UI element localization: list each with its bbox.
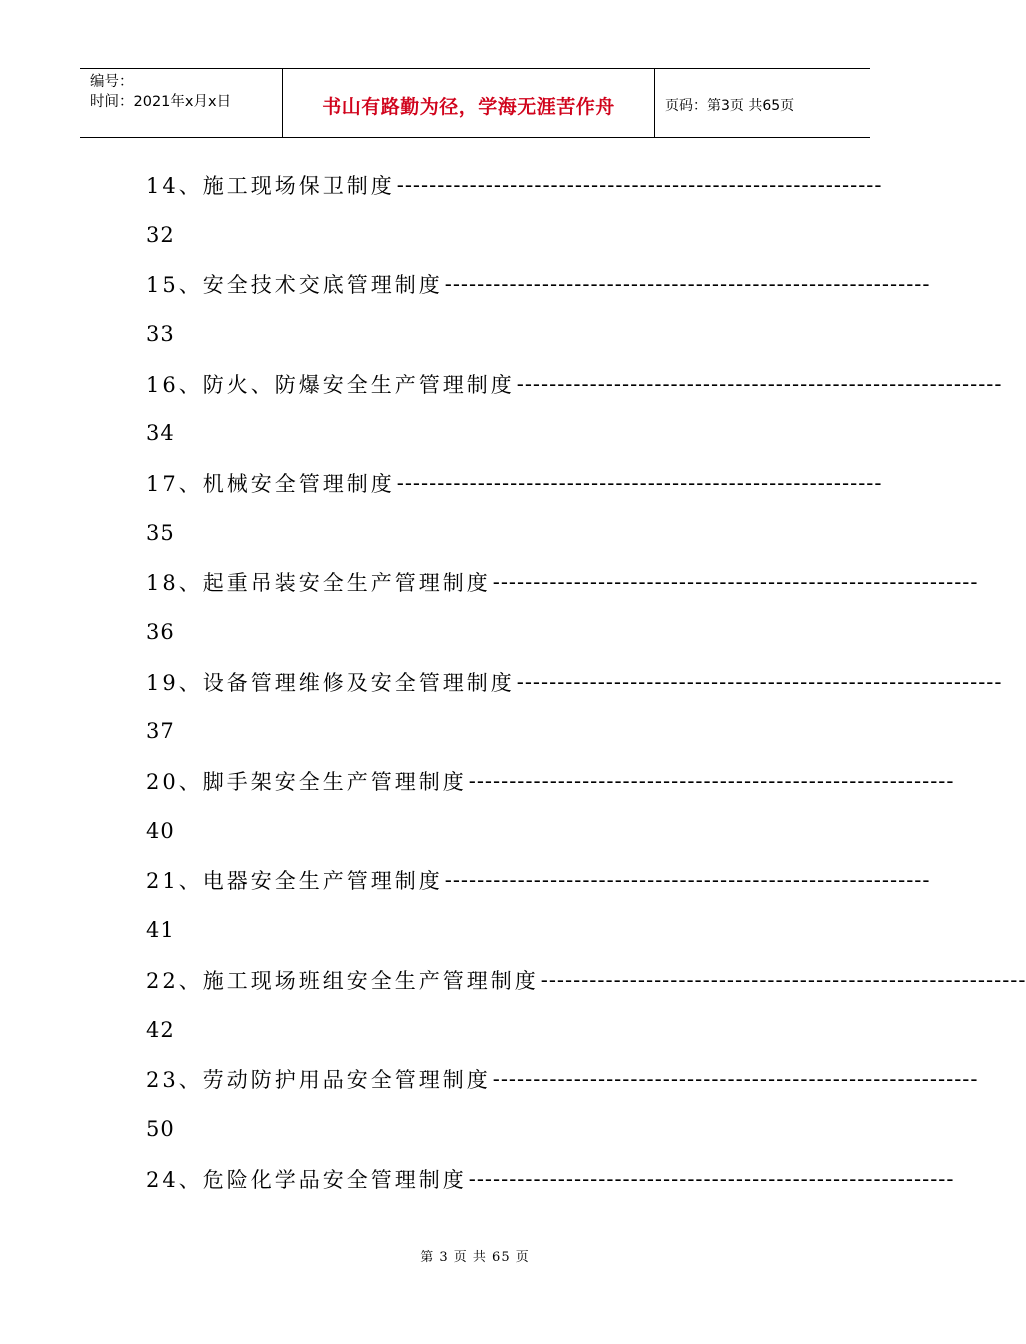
toc-entry-page: 36 (146, 620, 175, 645)
toc-entry-title: 17、机械安全管理制度 (146, 471, 395, 496)
toc-entry (146, 160, 883, 210)
toc-entry-page: 40 (146, 818, 175, 843)
toc-entry (146, 458, 883, 508)
toc-leader-dashes: ------------------------------------------------------------ (516, 669, 1003, 694)
toc-entry-title: 15、安全技术交底管理制度 (146, 273, 443, 298)
toc-entry (146, 756, 955, 806)
toc-entry-title: 14、施工现场保卫制度 (146, 173, 395, 198)
toc-entry-title: 22、施工现场班组安全生产管理制度 (146, 968, 539, 993)
toc-entry (146, 259, 931, 309)
toc-entry-title: 19、设备管理维修及安全管理制度 (146, 670, 515, 695)
toc-entry (146, 856, 931, 906)
toc-leader-dashes: ------------------------------------------------------------ (492, 1067, 979, 1092)
toc-leader-dashes: ------------------------------------------------------------ (516, 371, 1003, 396)
toc-leader-dashes: ------------------------------------------------------------ (468, 769, 955, 794)
number-label: 编号： (90, 74, 134, 90)
toc-leader-dashes: ------------------------------------------------------------ (492, 570, 979, 595)
toc-entry-title: 21、电器安全生产管理制度 (146, 869, 443, 894)
toc-entry-title: 18、起重吊装安全生产管理制度 (146, 571, 491, 596)
toc-leader-dashes: ------------------------------------------------------------ (444, 272, 931, 297)
toc-entry (146, 1154, 955, 1204)
toc-entry-page: 42 (146, 1017, 175, 1042)
toc-leader-dashes: ------------------------------------------------------------ (396, 172, 883, 197)
time-label: 时间：2021年x月x日 (90, 94, 232, 110)
toc-entry (146, 359, 1003, 409)
toc-leader-dashes: ------------------------------------------------------------ (468, 1166, 955, 1191)
toc-entry-page: 50 (146, 1116, 175, 1141)
header-motto: 书山有路勤为径，学海无涯苦作舟 (282, 69, 655, 137)
toc-entry (146, 955, 1026, 1005)
page-footer: 第 3 页 共 65 页 (420, 1250, 530, 1265)
toc-entry-page: 34 (146, 421, 175, 446)
toc-leader-dashes: ------------------------------------------------------------ (396, 470, 883, 495)
toc-entry-page: 33 (146, 321, 175, 346)
document-header (80, 68, 870, 138)
toc-entry-page: 37 (146, 719, 175, 744)
toc-entry-title: 24、危险化学品安全管理制度 (146, 1167, 467, 1192)
toc-entry-page: 41 (146, 918, 175, 943)
toc-entry (146, 1054, 979, 1104)
toc-entry-page: 35 (146, 520, 175, 545)
toc-entry (146, 558, 979, 608)
toc-entry-page: 32 (146, 222, 175, 247)
header-page-info: 页码：第3页 共65页 (665, 98, 795, 114)
toc-leader-dashes: ------------------------------------------------------------ (444, 868, 931, 893)
toc-entry-title: 23、劳动防护用品安全管理制度 (146, 1068, 491, 1093)
toc-leader-dashes: ------------------------------------------------------------ (540, 967, 1026, 992)
header-meta (80, 69, 282, 137)
toc-entry-title: 20、脚手架安全生产管理制度 (146, 770, 467, 795)
table-of-contents (146, 160, 1026, 1203)
toc-entry (146, 657, 1003, 707)
toc-entry-title: 16、防火、防爆安全生产管理制度 (146, 372, 515, 397)
